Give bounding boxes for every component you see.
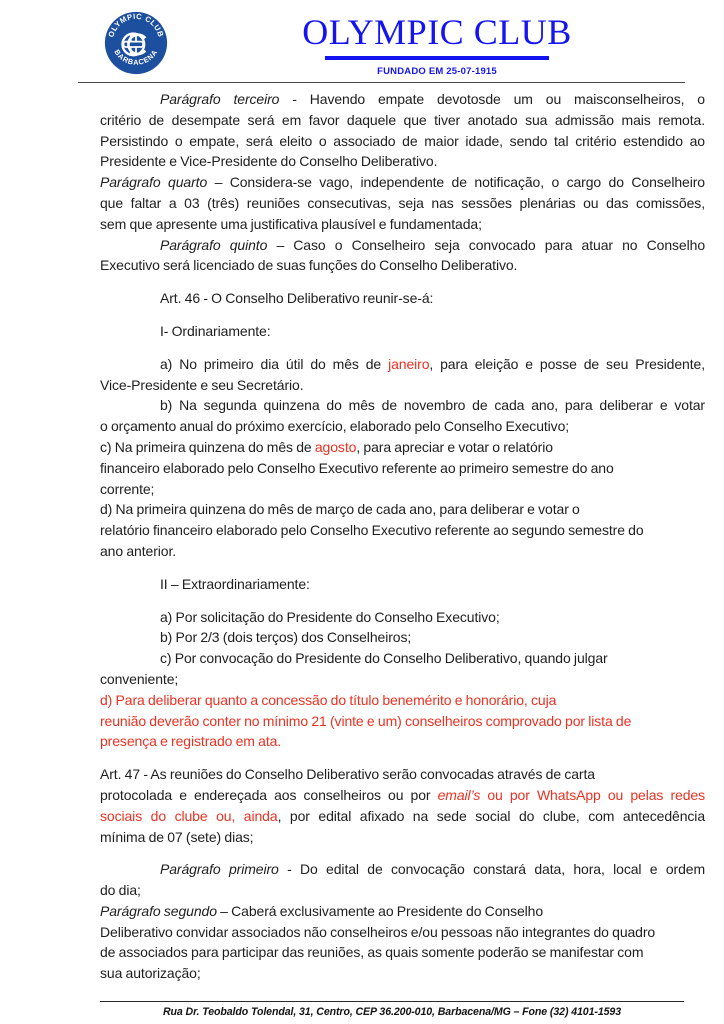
text-segment: reunião deverão conter no mínimo 21 (vinte e um) conselheiros comprovado por lista de: [100, 712, 632, 729]
text-segment: , para apreciar e votar o relatório: [356, 438, 553, 455]
text-line: [100, 416, 705, 437]
text-segment: – Caberá exclusivamente ao Presidente do Conselho: [216, 902, 544, 919]
text-line: [100, 151, 705, 172]
text-segment: II – Extraordinariamente:: [160, 575, 310, 592]
text-segment: que faltar a 03 (três) reuniões consecutivas, seja nas sessões plenárias ou das comissões,: [100, 194, 705, 211]
text-line: [100, 880, 705, 901]
text-segment: de associados para participar das reuniões, as quais somente poderão se manifestar com: [100, 944, 644, 961]
text-segment: presença e registrado em ata.: [100, 733, 282, 750]
text-line: [100, 89, 705, 110]
text-segment: Executivo será licenciado de suas funções do Conselho Deliberativo.: [100, 257, 518, 274]
text-segment: conveniente;: [100, 670, 179, 687]
text-segment: Persistindo o empate, será eleito o associado de maior idade, sendo tal critério estendido ao: [100, 132, 705, 149]
text-segment: sua autorização;: [100, 965, 201, 982]
text-line: [100, 711, 705, 732]
footer-address: Rua Dr. Teobaldo Tolendal, 31, Centro, CEP 36.200-010, Barbacena/MG – Fone (32) 4101-1593: [163, 1006, 621, 1018]
text-line: [100, 520, 705, 541]
text-segment: Art. 46 - O Conselho Deliberativo reunir-se-á:: [160, 290, 434, 307]
text-line: [100, 375, 705, 396]
text-segment: d) Na primeira quinzena do mês de março de cada ano, para deliberar e votar o: [100, 501, 580, 518]
text-line: [100, 827, 705, 848]
text-segment: Parágrafo terceiro: [160, 91, 280, 107]
text-line: [100, 193, 705, 214]
text-segment: do dia;: [100, 882, 141, 899]
text-segment: Presidente e Vice-Presidente do Conselho Deliberativo.: [100, 153, 438, 170]
text-segment: I- Ordinariamente:: [160, 322, 271, 339]
text-segment: – Considera-se vago, independente de notificação, o cargo do Conselheiro: [207, 174, 705, 191]
text-line: [100, 627, 705, 648]
text-segment: relatório financeiro elaborado pelo Conselho Executivo referente ao segundo semestre do: [100, 522, 644, 539]
text-line: [100, 574, 705, 595]
text-segment: Parágrafo quinto: [160, 236, 268, 253]
text-segment: mínima de 07 (sete) dias;: [100, 828, 254, 845]
paragraph-spacer: [100, 847, 705, 859]
text-segment: financeiro elaborado pelo Conselho Executivo referente ao primeiro semestre do ano: [100, 459, 614, 476]
text-segment: sociais do clube ou, ainda: [100, 807, 278, 824]
paragraph-spacer: [100, 342, 705, 354]
text-segment: – Caso o Conselheiro seja convocado para atuar no Conselho: [267, 236, 706, 253]
text-segment: b) Na segunda quinzena do mês de novembro de cada ano, para deliberar e votar: [160, 397, 705, 414]
text-line: [100, 607, 705, 628]
text-line: [100, 437, 705, 458]
text-segment: , por edital afixado na sede social do clube, com antecedência: [277, 807, 706, 824]
text-segment: Vice-Presidente e seu Secretário.: [100, 376, 304, 393]
page-title: OLYMPIC CLUB: [302, 12, 572, 52]
text-segment: o orçamento anual do próximo exercício, elaborado pelo Conselho Executivo;: [100, 418, 570, 435]
text-segment: c) Na primeira quinzena do mês de: [100, 438, 315, 455]
paragraph-spacer: [100, 562, 705, 574]
text-segment: agosto: [314, 438, 357, 455]
logo-top-text: OLYMPIC CLUB: [106, 11, 166, 39]
footer-divider: [100, 1001, 684, 1002]
text-segment: - Havendo empate devotosde um ou maisconselheiros, o: [279, 91, 705, 107]
text-segment: Deliberativo convidar associados não conselheiros e/ou pessoas não integrantes do quadro: [100, 923, 656, 940]
text-line: [100, 648, 705, 669]
paragraph-spacer: [100, 309, 705, 321]
header-title-block: [150, 12, 724, 77]
text-segment: d) Para deliberar quanto a concessão do título benemérito e honorário, cuja: [100, 691, 557, 708]
text-segment: Art. 47 - As reuniões do Conselho Deliberativo serão convocadas através de carta: [100, 766, 595, 783]
paragraph-spacer: [100, 595, 705, 607]
text-segment: sem que apresente uma justificativa plausível e fundamentada;: [100, 215, 482, 232]
text-line: [100, 859, 705, 880]
paragraph-spacer: [100, 276, 705, 288]
text-segment: email’s: [437, 786, 481, 803]
text-segment: ano anterior.: [100, 542, 177, 559]
founded-subtitle: FUNDADO EM 25-07-1915: [377, 66, 497, 77]
text-line: [100, 255, 705, 276]
text-line: [100, 669, 705, 690]
text-segment: c) Por convocação do Presidente do Conselho Deliberativo, quando julgar: [160, 650, 608, 667]
text-segment: , para eleição e posse de seu Presidente,: [429, 355, 705, 372]
text-line: [100, 172, 705, 193]
header-divider: [78, 82, 685, 83]
text-line: [100, 690, 705, 711]
document-body: [100, 89, 705, 984]
text-line: [100, 806, 705, 827]
text-segment: b) Por 2/3 (dois terços) dos Conselheiros;: [160, 629, 412, 646]
text-segment: Parágrafo primeiro: [160, 861, 279, 878]
text-segment: a) Por solicitação do Presidente do Conselho Executivo;: [160, 608, 500, 625]
text-line: [100, 942, 705, 963]
text-line: [100, 922, 705, 943]
text-segment: corrente;: [100, 480, 155, 497]
text-segment: ou por WhatsApp ou pelas redes: [480, 786, 705, 803]
text-line: [100, 235, 705, 256]
text-line: [100, 731, 705, 752]
logo-bottom-text: BARBACENA: [112, 47, 160, 67]
text-line: [100, 764, 705, 785]
text-segment: a) No primeiro dia útil do mês de: [160, 355, 389, 372]
paragraph-spacer: [100, 752, 705, 764]
text-segment: protocolada e endereçada aos conselheiros ou por: [100, 786, 438, 803]
text-line: [100, 321, 705, 342]
logo-monogram-icon: [122, 33, 145, 55]
text-line: [100, 131, 705, 152]
text-line: [100, 214, 705, 235]
text-segment: critério de desempate será em favor daquele que tiver anotado sua admissão mais remota.: [100, 111, 705, 128]
text-line: [100, 901, 705, 922]
text-segment: - Do edital de convocação constará data, hora, local e ordem: [278, 861, 706, 878]
text-line: [100, 288, 705, 309]
text-line: [100, 458, 705, 479]
text-line: [100, 110, 705, 131]
text-segment: janeiro: [388, 355, 430, 372]
text-line: [100, 785, 705, 806]
text-line: [100, 499, 705, 520]
text-line: [100, 395, 705, 416]
text-segment: Parágrafo quarto: [100, 174, 208, 191]
text-line: [100, 541, 705, 562]
text-line: [100, 963, 705, 984]
title-underline: [325, 56, 549, 60]
text-line: [100, 354, 705, 375]
text-segment: Parágrafo segundo: [100, 902, 217, 919]
text-line: [100, 479, 705, 500]
